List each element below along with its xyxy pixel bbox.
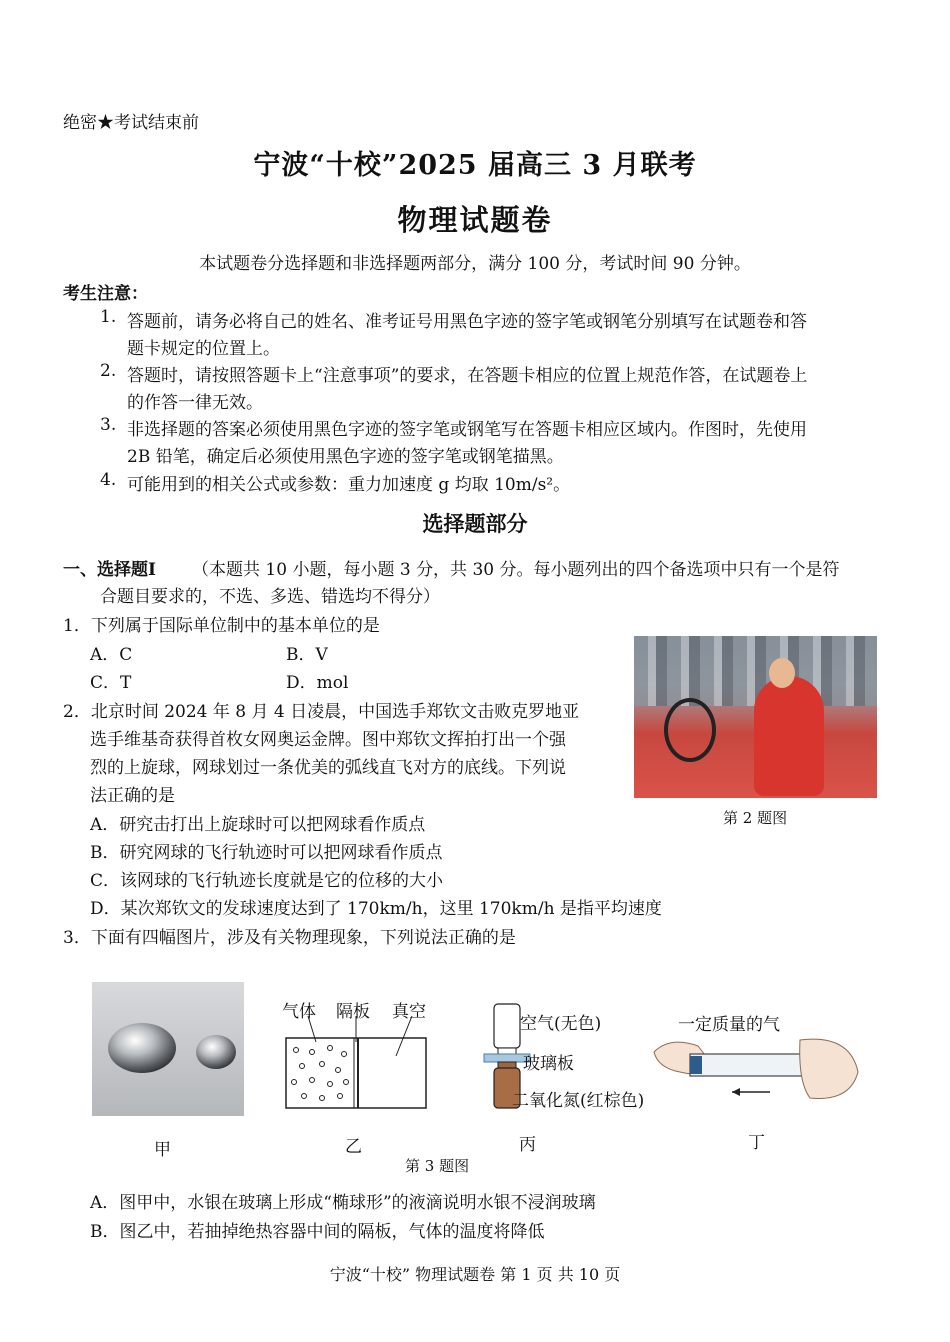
question-2-stem: 法正确的是	[90, 786, 175, 806]
figure-ding-syringe	[650, 1032, 862, 1122]
question-3-stem: 3．下面有四幅图片，涉及有关物理现象，下列说法正确的是	[63, 928, 516, 948]
page-footer: 宁波“十校” 物理试题卷 第 1 页 共 10 页	[329, 1265, 621, 1284]
notes-heading: 考生注意：	[63, 284, 148, 304]
part-instructions: 合题目要求的，不选、多选、错选均不得分）	[100, 587, 440, 607]
note-text: 题卡规定的位置上。	[127, 339, 280, 359]
part-label: 一、选择题Ⅰ	[63, 560, 156, 580]
label-gas-mass: 一定质量的气	[678, 1015, 780, 1035]
note-number: 4.	[100, 470, 117, 490]
option: A．研究击打出上旋球时可以把网球看作质点	[90, 815, 426, 835]
option: A．C	[90, 645, 133, 665]
tennis-photo	[634, 636, 877, 798]
note-text: 答题时，请按照答题卡上“注意事项”的要求，在答题卡相应的位置上规范作答，在试题卷上	[127, 366, 808, 386]
note-text: 答题前，请务必将自己的姓名、准考证号用黑色字迹的签字笔或钢笔分别填写在试题卷和答	[127, 312, 807, 332]
label-gas: 气体	[282, 1002, 316, 1022]
label-vacuum: 真空	[392, 1002, 426, 1022]
figure-jia-mercury	[92, 982, 244, 1116]
question-2-stem: 2．北京时间 2024 年 8 月 4 日凌晨，中国选手郑钦文击败克罗地亚	[63, 702, 580, 722]
label-partition: 隔板	[336, 1002, 370, 1022]
player-head	[769, 658, 795, 688]
note-text: 非选择题的答案必须使用黑色字迹的签字笔或钢笔写在答题卡相应区域内。作图时，先使用	[127, 420, 807, 440]
exam-title: 宁波“十校”2025 届高三 3 月联考	[253, 150, 697, 181]
figure-label: 乙	[345, 1137, 362, 1157]
secret-label: 绝密★考试结束前	[63, 113, 199, 133]
figure-label: 丁	[748, 1133, 765, 1153]
section-title: 选择题部分	[422, 511, 528, 536]
label-glass: 玻璃板	[523, 1054, 574, 1074]
option: D．某次郑钦文的发球速度达到了 170km/h，这里 170km/h 是指平均速度	[90, 899, 662, 919]
option: B．研究网球的飞行轨迹时可以把网球看作质点	[90, 843, 443, 863]
option: C．该网球的飞行轨迹长度就是它的位移的大小	[90, 871, 444, 891]
label-air: 空气(无色)	[520, 1014, 602, 1034]
question-2-stem: 烈的上旋球，网球划过一条优美的弧线直飞对方的底线。下列说	[90, 758, 566, 778]
note-number: 1.	[100, 307, 117, 327]
figure-label: 甲	[154, 1140, 171, 1160]
note-text: 可能用到的相关公式或参数：重力加速度 g 均取 10m/s²。	[127, 475, 571, 495]
option: B．V	[286, 645, 328, 665]
note-number: 2.	[100, 361, 117, 381]
player	[754, 676, 824, 796]
crowd-background	[634, 636, 877, 706]
figure-2-caption: 第 2 题图	[723, 809, 788, 827]
racket-icon	[664, 698, 716, 762]
option: A．图甲中，水银在玻璃上形成“椭球形”的液滴说明水银不浸润玻璃	[90, 1193, 596, 1213]
note-text: 2B 铅笔，确定后必须使用黑色字迹的签字笔或钢笔描黑。	[127, 447, 564, 467]
question-1-stem: 1．下列属于国际单位制中的基本单位的是	[63, 616, 380, 636]
figure-label: 丙	[519, 1135, 536, 1155]
figure-3-caption: 第 3 题图	[405, 1157, 470, 1175]
option: D．mol	[286, 673, 349, 693]
note-text: 的作答一律无效。	[127, 393, 263, 413]
label-no2: 二氧化氮(红棕色)	[512, 1091, 645, 1111]
option: C．T	[90, 673, 132, 693]
question-2-stem: 选手维基奇获得首枚女网奥运金牌。图中郑钦文挥拍打出一个强	[90, 730, 566, 750]
note-number: 3.	[100, 415, 117, 435]
part-instructions: （本题共 10 小题，每小题 3 分，共 30 分。每小题列出的四个备选项中只有一个是符	[192, 560, 840, 580]
paper-intro: 本试题卷分选择题和非选择题两部分，满分 100 分，考试时间 90 分钟。	[199, 254, 751, 274]
paper-title: 物理试题卷	[397, 203, 553, 237]
option: B．图乙中，若抽掉绝热容器中间的隔板，气体的温度将降低	[90, 1222, 545, 1242]
